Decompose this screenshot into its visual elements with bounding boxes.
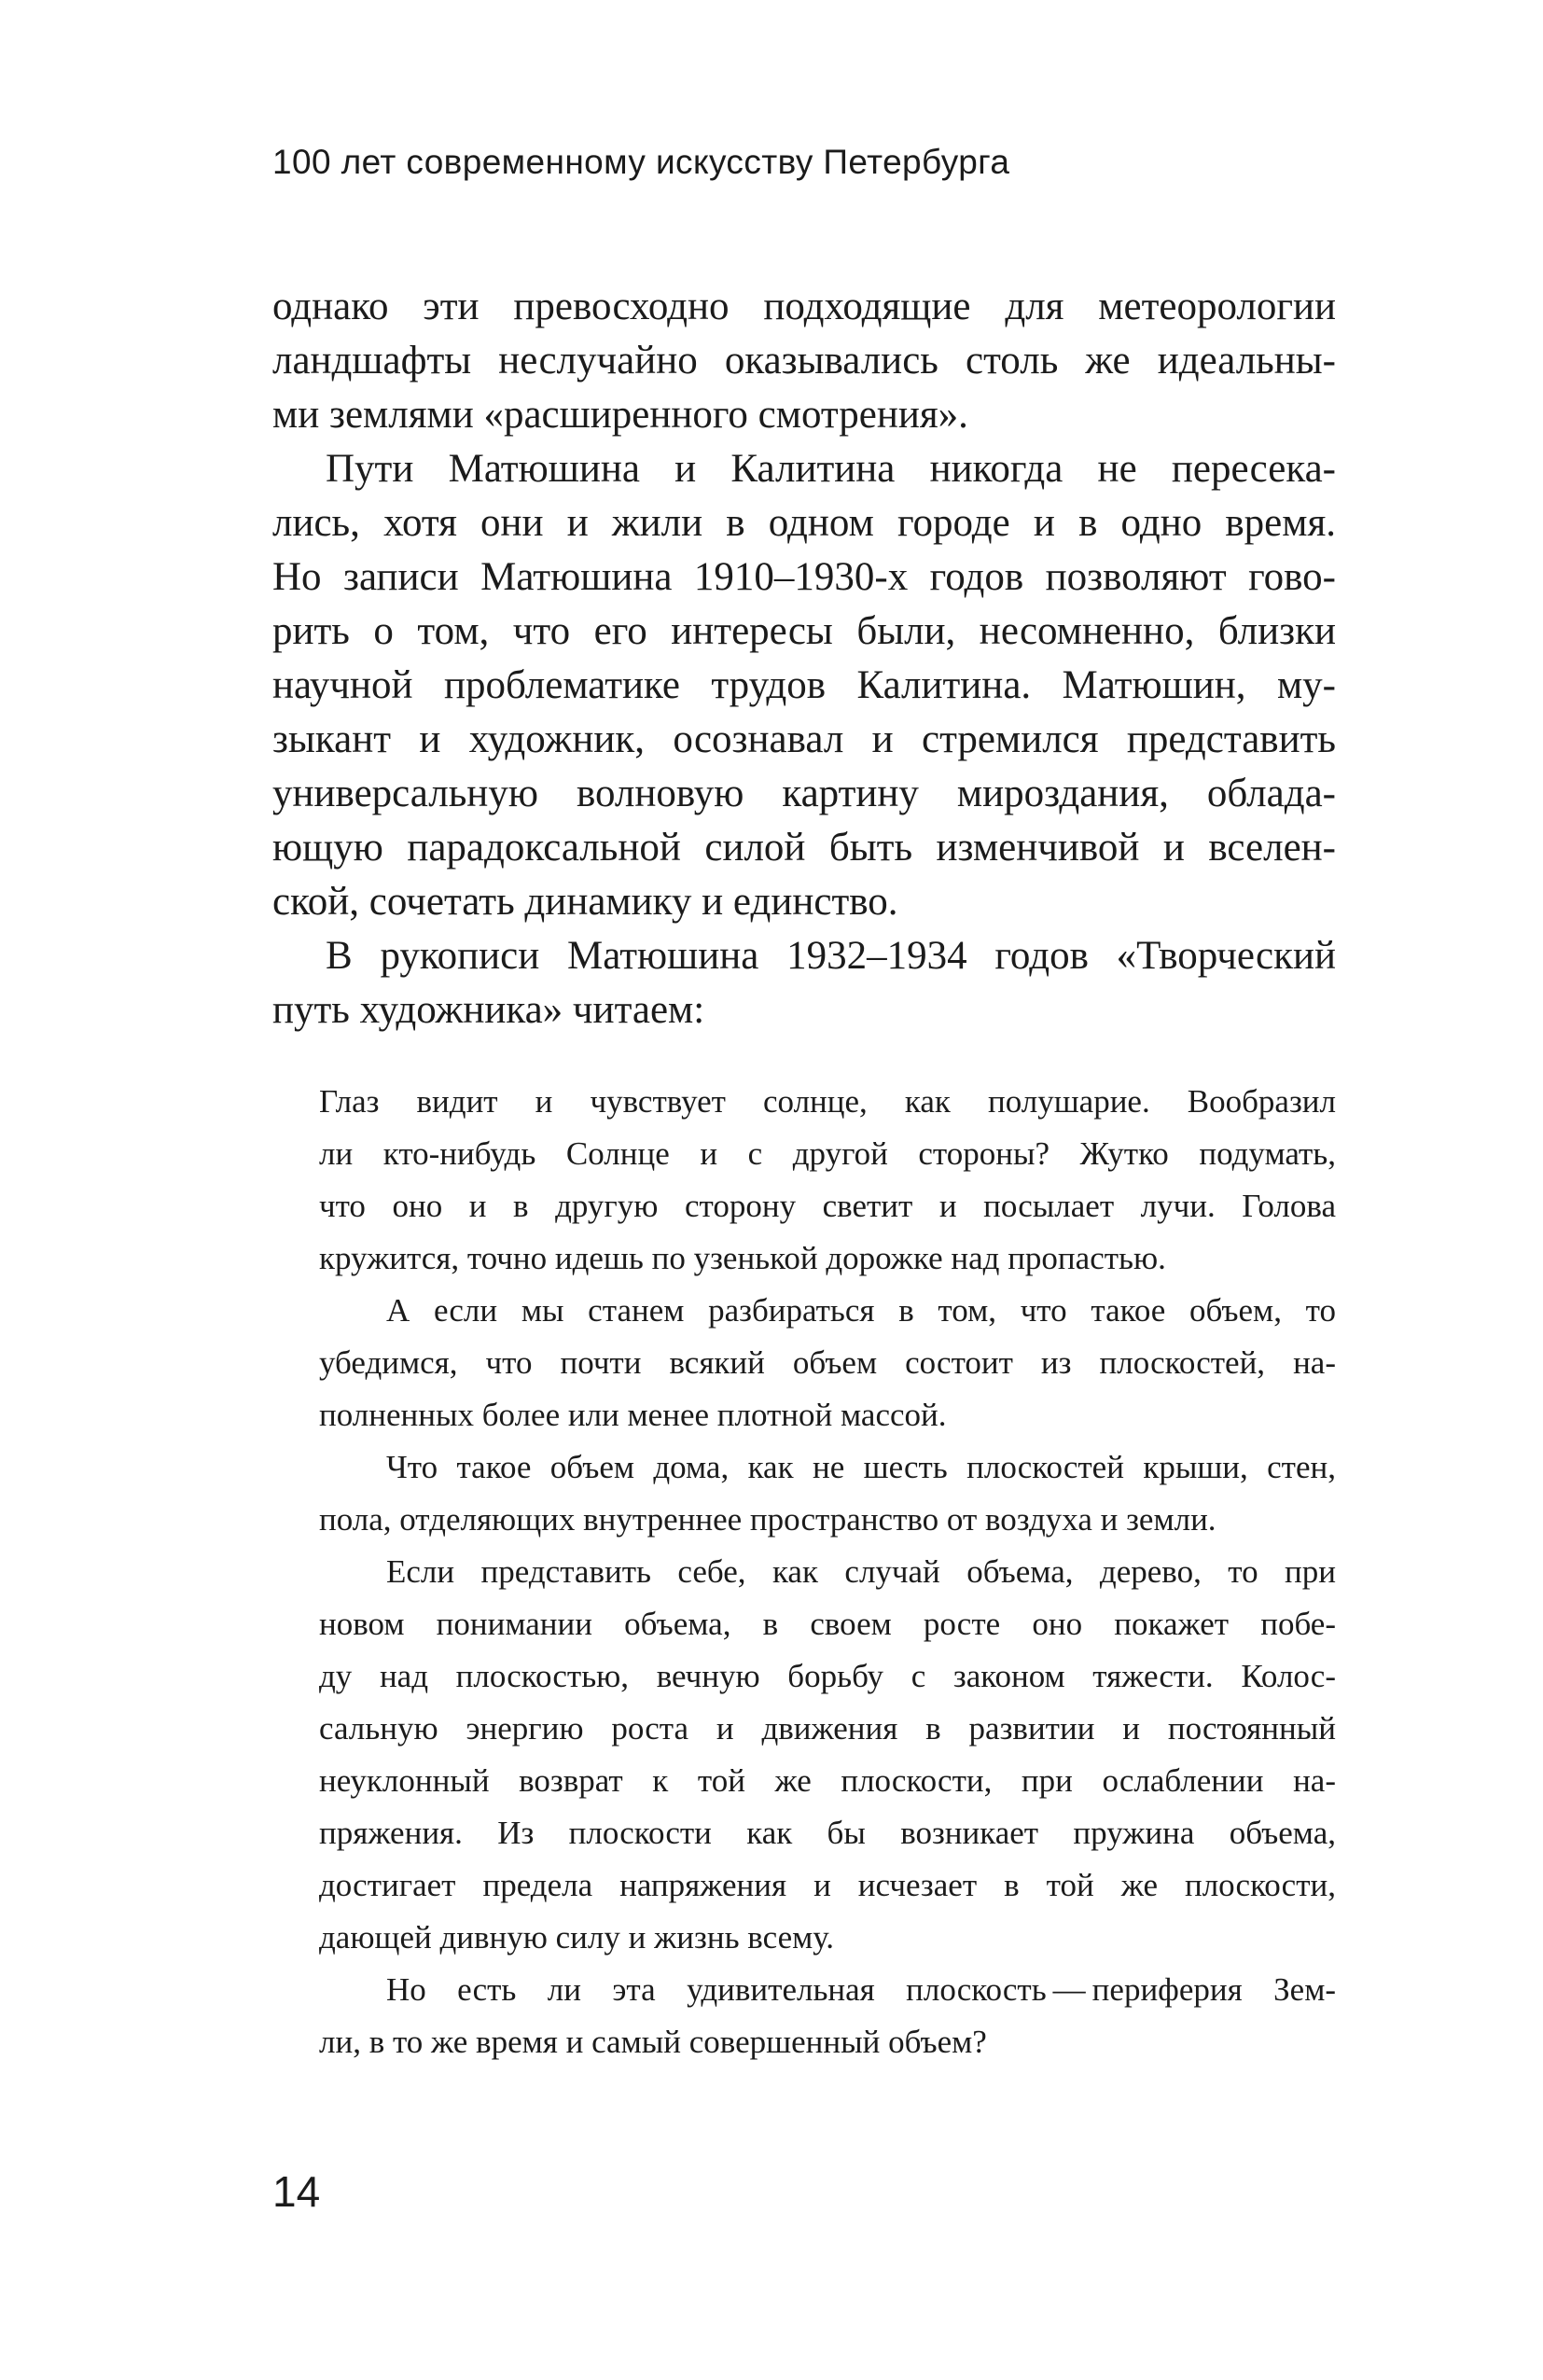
- text-line: ми землями «расширенного смотрения».: [272, 393, 968, 437]
- paragraph: [319, 1964, 1336, 2068]
- text-line: неуклонный возврат к той же плоскости, при ослаблении на-: [319, 1762, 1336, 1799]
- text-line: пряжения. Из плоскости как бы возникает пружина объема,: [319, 1815, 1336, 1851]
- text-line: Но записи Матюшина 1910–1930-х годов позволяют гово-: [272, 555, 1336, 599]
- paragraph: [319, 1441, 1336, 1546]
- text-line: кружится, точно идешь по узенькой дорожке над пропастью.: [319, 1240, 1166, 1276]
- text-line: достигает предела напряжения и исчезает в той же плоскости,: [319, 1867, 1336, 1903]
- text-line: научной проблематике трудов Калитина. Матюшин, му-: [272, 663, 1336, 707]
- paragraph: [319, 1285, 1336, 1441]
- text-line: путь художника» читаем:: [272, 988, 705, 1032]
- text-line: однако эти превосходно подходящие для метеорологии: [272, 285, 1336, 328]
- text-line: В рукописи Матюшина 1932–1934 годов «Творческий: [326, 934, 1336, 978]
- body-text: [272, 280, 1336, 1037]
- text-line: Что такое объем дома, как не шесть плоскостей крыши, стен,: [386, 1449, 1336, 1485]
- text-line: ли, в то же время и самый совершенный объем?: [319, 2024, 987, 2060]
- text-line: Но есть ли эта удивительная плоскость — периферия Зем-: [386, 1971, 1336, 2008]
- text-line: универсальную волновую картину мироздания, облада-: [272, 772, 1336, 815]
- text-column: [272, 280, 1336, 2068]
- text-line: А если мы станем разбираться в том, что такое объем, то: [386, 1292, 1336, 1329]
- text-line: Пути Матюшина и Калитина никогда не пересека-: [326, 447, 1336, 491]
- text-line: что оно и в другую сторону светит и посылает лучи. Голова: [319, 1188, 1336, 1224]
- text-line: дающей дивную силу и жизнь всему.: [319, 1919, 835, 1955]
- text-line: ландшафты неслучайно оказывались столь же идеальны-: [272, 339, 1336, 383]
- text-line: сальную энергию роста и движения в развитии и постоянный: [319, 1710, 1336, 1747]
- quote-block: [319, 1076, 1336, 2068]
- text-line: новом понимании объема, в своем росте оно покажет побе-: [319, 1606, 1336, 1642]
- text-line: полненных более или менее плотной массой.: [319, 1397, 947, 1433]
- page-number: 14: [272, 2167, 321, 2216]
- text-line: рить о том, что его интересы были, несомненно, близки: [272, 609, 1336, 653]
- running-head: 100 лет современному искусству Петербурга: [272, 143, 1010, 181]
- text-line: ду над плоскостью, вечную борьбу с законом тяжести. Колос-: [319, 1658, 1336, 1694]
- text-line: ли кто-нибудь Солнце и с другой стороны? Жутко подумать,: [319, 1135, 1336, 1172]
- text-line: Если представить себе, как случай объема, дерево, то при: [386, 1553, 1336, 1590]
- paragraph: [319, 1546, 1336, 1964]
- paragraph: [272, 280, 1336, 442]
- paragraph: [319, 1076, 1336, 1285]
- text-line: ющую парадоксальной силой быть изменчивой и вселен-: [272, 826, 1336, 870]
- text-line: Глаз видит и чувствует солнце, как полушарие. Вообразил: [319, 1083, 1336, 1120]
- text-line: зыкант и художник, осознавал и стремился представить: [272, 717, 1336, 761]
- text-line: убедимся, что почти всякий объем состоит из плоскостей, на-: [319, 1344, 1336, 1381]
- text-line: лись, хотя они и жили в одном городе и в одно время.: [272, 501, 1336, 545]
- text-line: пола, отделяющих внутреннее пространство от воздуха и земли.: [319, 1501, 1216, 1538]
- paragraph: [272, 929, 1336, 1037]
- paragraph: [272, 442, 1336, 929]
- text-line: ской, сочетать динамику и единство.: [272, 880, 898, 924]
